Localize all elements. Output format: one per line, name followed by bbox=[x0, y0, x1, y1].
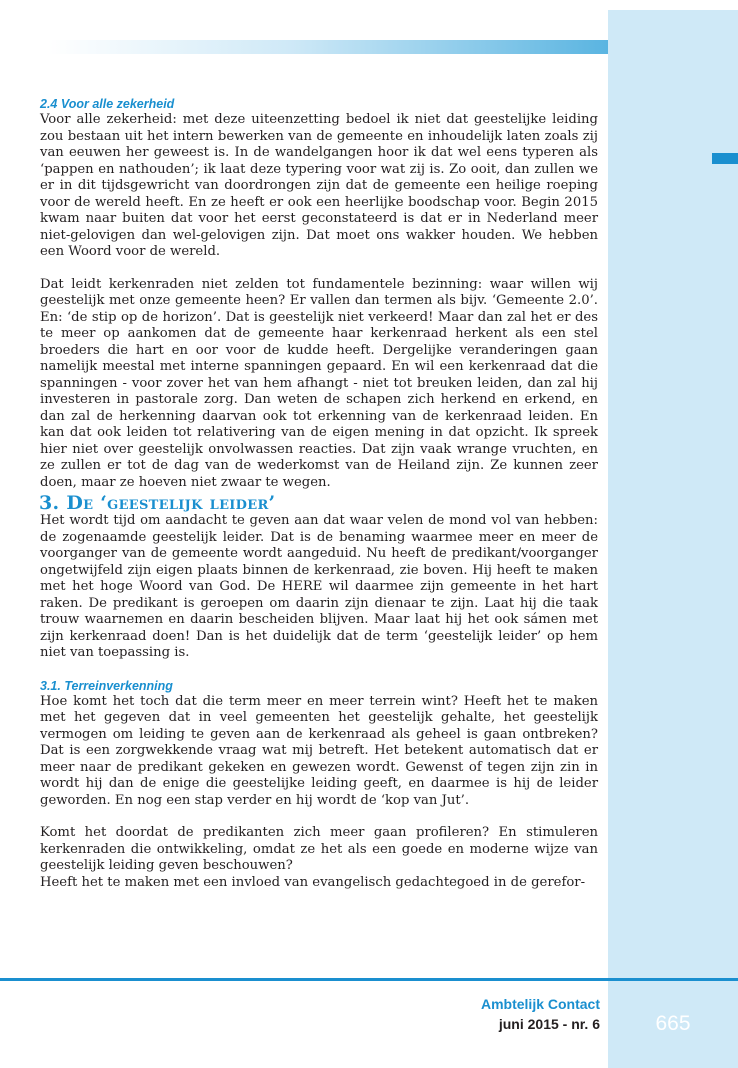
section-2-4-paragraph-1: Voor alle zekerheid: met deze uiteenzetting bedoel ik niet dat geestelijke leiding zou bestaan uit het intern bewerken van de gemeente en inhoudelijk laten zoals zij van eeuwen her geweest is. In de wandelgangen hoor ik dat wel eens typeren als ‘pappen en nathouden’; ik laat deze typering voor wat zij is. Zo ooit, dan zullen we er in dit tijdsgewricht van doordrongen zijn dat de gemeente een heilige roeping voor de wereld heeft. En ze heeft er ook een heerlijke boodschap voor. Begin 2015 kwam naar buiten dat voor het eerst geconstateerd is dat er in Nederland meer niet-gelovigen dan wel-gelovigen zijn. Dat moet ons wakker houden. We hebben een Woord voor de wereld. bbox=[40, 112, 598, 259]
article-body bbox=[40, 96, 598, 891]
side-band bbox=[608, 10, 738, 1068]
side-tab-marker bbox=[712, 153, 738, 164]
section-3-1-heading: 3.1. Terreinverkenning bbox=[40, 678, 173, 693]
page-number: 665 bbox=[655, 1012, 691, 1035]
section-3-1-paragraph-2: Komt het doordat de predikanten zich meer gaan profileren? En stimuleren kerkenraden die ontwikkeling, omdat ze het als een goede en moderne wijze van geestelijk leiding geven beschouwen? bbox=[40, 825, 598, 873]
footer-issue: juni 2015 - nr. 6 bbox=[498, 1016, 600, 1032]
section-2-4-heading: 2.4 Voor alle zekerheid bbox=[40, 97, 175, 111]
section-3-1-paragraph-3: Heeft het te maken met een invloed van evangelisch gedachtegoed in de gerefor- bbox=[40, 874, 586, 890]
section-2-4-paragraph-2: Dat leidt kerkenraden niet zelden tot fundamentele bezinning: waar willen wij geestelijk met onze gemeente heen? Er vallen dan termen als bijv. ‘Gemeente 2.0’. En: ‘de stip op de horizon’. Dat is geestelijk niet verkeerd! Maar dan zal het er des te meer op aankomen dat de gemeente haar kerkenraad herkent als een stel broeders die hart en oor voor de kudde heeft. Dergelijke veranderingen gaan namelijk meestal met interne spanningen gepaard. En wil een kerkenraad dat die spanningen - voor zover het van hem afhangt - niet tot breuken leiden, dan zal hij investeren in pastorale zorg. Dan weten de schapen zich herkend en erkend, en dan zal de herkenning daarvan ook tot erkenning van de kerkenraad leiden. En kan dat ook leiden tot relativering van de eigen mening in dat opzicht. Ik spreek hier niet over geestelijk onvolwassen reacties. Dat zijn vaak wrange vruchten, en ze zullen er tot de dag van de wederkomst van de Heiland zijn. Ze kunnen zeer doen, maar ze hoeven niet zwaar te wegen. bbox=[40, 276, 598, 490]
footer-divider bbox=[0, 978, 738, 981]
section-3-1-paragraph-1: Hoe komt het toch dat die term meer en meer terrein wint? Heeft het te maken met het gegeven dat in veel gemeenten het geestelijk gehalte, het geestelijk vermogen om leiding te geven aan de kerkenraad als geheel is gaan ontbreken? Dat is een zorgwekkende vraag wat mij betreft. Het betekent automatisch dat er meer naar de predikant gekeken en gewezen wordt. Gewenst of tegen zijn zin in wordt hij dan de enige die geestelijke leiding geeft, en daarmee is hij de leider geworden. En nog een stap verder en hij wordt de ‘kop van Jut’. bbox=[40, 693, 598, 808]
footer-brand: Ambtelijk Contact bbox=[480, 996, 600, 1012]
section-3-paragraph: Het wordt tijd om aandacht te geven aan dat waar velen de mond vol van hebben: de zogenaamde geestelijk leider. Dat is de benaming waarmee meer en meer de voorganger van de gemeente wordt aangeduid. Nu heeft de predikant/voorganger ongetwijfeld zijn eigen plaats binnen de kerkenraad, zie boven. Hij heeft te maken met het hoge Woord van God. De HERE wil daarmee zijn gemeente in het hart raken. De predikant is geroepen om daarin zijn dienaar te zijn. Laat hij die taak trouw waarnemen en daarin bescheiden blijven. Maar laat hij het ook sámen met zijn kerkenraad doen! Dan is het duidelijk dat de term ‘geestelijk leider’ op hem niet van toepassing is. bbox=[40, 513, 598, 660]
section-3-heading: 3. De ‘geestelijk leider’ bbox=[39, 492, 276, 514]
